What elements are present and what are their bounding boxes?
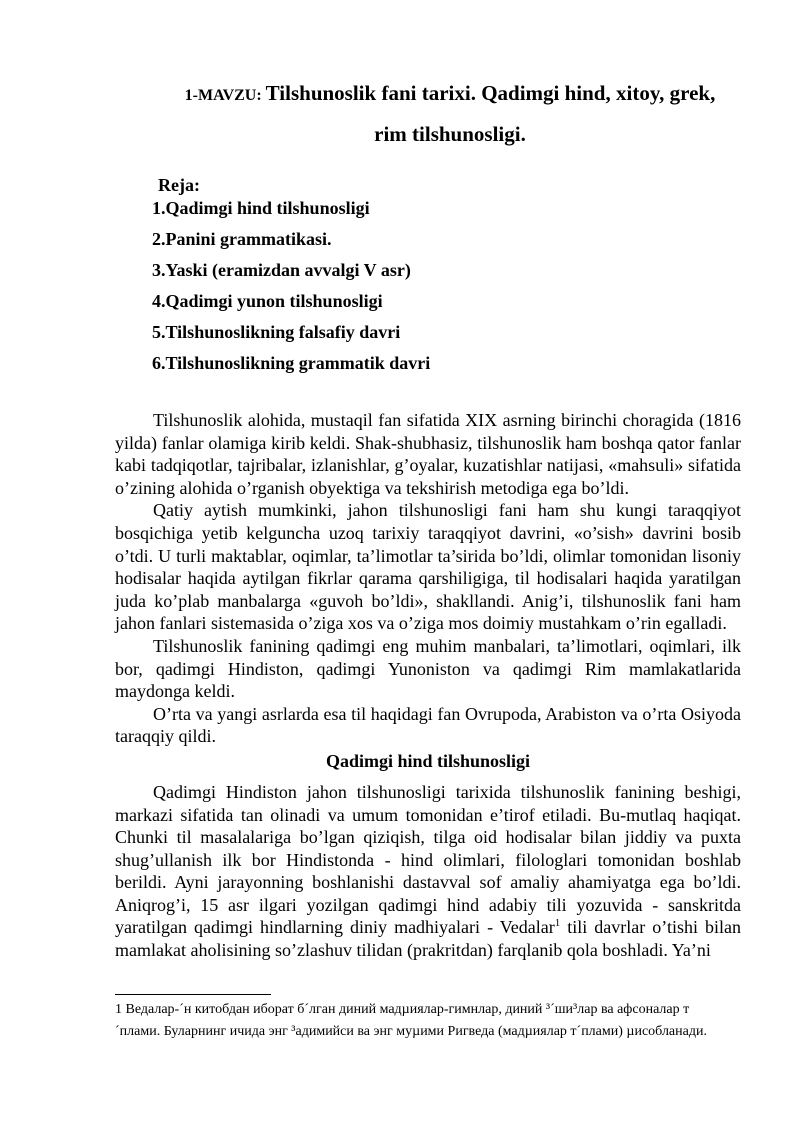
paragraph: Tilshunoslik alohida, mustaqil fan sifatida XIX asrning birinchi choragida (1816 yilda) fanlar olamiga kirib keldi. Shak-shubhasiz, tilshunoslik ham boshqa qator fanlar kabi tadqiqotlar, tajribalar, izlanishlar, g’oyalar, kuzatishlar natijasi, «mahsuli» sifatida o’zining alohida o’rganish obyektiga va tekshirish metodiga ega bo’ldi. <box>115 410 741 498</box>
document-body <box>115 409 741 962</box>
plan-item: 5.Tilshunoslikning falsafiy davri <box>152 322 401 342</box>
section-paragraph <box>115 781 741 962</box>
footnote-divider <box>115 994 271 995</box>
footnote-number: 1 <box>115 1002 122 1017</box>
topic-number: 1-MAVZU: <box>184 87 262 104</box>
title-line-2: rim tilshunosligi. <box>374 122 526 146</box>
section-heading: Qadimgi hind tilshunosligi <box>325 750 531 771</box>
title-text-1: Tilshunoslik fani tarixi. Qadimgi hind, xitoy, grek, <box>265 81 716 105</box>
title-line-1 <box>115 74 785 115</box>
plan-item: 3.Yaski (eramizdan avvalgi V asr) <box>152 260 411 280</box>
paragraph: Qatiy aytish mumkinki, jahon tilshunosligi fani ham shu kungi taraqqiyot bosqichiga yetib kelguncha uzoq tarixiy taraqqiyot davrini, «o’sish» davrini bosib o’tdi. U turli maktablar, oqimlar, ta’limotlar ta’sirida bo’ldi, olimlar tomonidan lisoniy hodisalar haqida aytilgan fikrlar qarama qarshiligiga, til hodisalari haqida yaratilgan juda ko’plab manbalarga «guvoh bo’ldi», shakllandi. Anig’i, tilshunoslik fani ham jahon fanlari sistemasida o’ziga xos va o’ziga mos doimiy mustahkam o’rin egalladi. <box>115 500 741 634</box>
paragraph: O’rta va yangi asrlarda esa til haqidagi fan Ovrupoda, Arabiston va o’rta Osiyoda taraqqiy qildi. <box>115 703 741 747</box>
plan-heading: Reja: <box>158 175 200 195</box>
footnote-reference[interactable]: 1 <box>554 917 561 930</box>
section-text-after-note: tili davrlar o’tishi bilan mamlakat aholisining so’zlashuv tilidan (prakritdan) farqlanib qola boshladi. Ya’ni <box>115 917 741 961</box>
page-title <box>115 74 785 153</box>
footnote-text: Ведалар-´н китобдан иборат б´лган диний мадµиялар-гимнлар, диний ³´ши³лар ва афсоналар т´плами. Буларнинг ичида энг ³адимийси ва энг муµими Ригведа (мадµиялар т´плами) µисобланади. <box>115 1002 707 1039</box>
footnote <box>115 999 727 1043</box>
plan-item: 1.Qadimgi hind tilshunosligi <box>152 198 370 218</box>
plan-item: 2.Panini grammatikasi. <box>152 229 332 249</box>
plan-list <box>152 198 430 384</box>
paragraph: Tilshunoslik fanining qadimgi eng muhim manbalari, ta’limotlari, oqimlari, ilk bor, qadimgi Hindiston, qadimgi Yunoniston va qadimgi Rim mamlakatlarida maydonga keldi. <box>115 635 741 702</box>
plan-section <box>152 172 430 384</box>
plan-item: 4.Qadimgi yunon tilshunosligi <box>152 291 383 311</box>
section-text-before-note: Qadimgi Hindiston jahon tilshunosligi tarixida tilshunoslik fanining beshigi, markazi sifatida tan olinadi va umum tomonidan e’tirof etiladi. Bu-mutlaq haqiqat. Chunki til masalalariga bo’lgan qiziqish, tilga oid hodisalar bilan jiddiy va puxta shug’ullanish ilk bor Hindistonda - hind olimlari, filologlari tomonidan boshlab berildi. Ayni jarayonning boshlanishi dastavval sof amaliy ahamiyatga ega bo’ldi. Aniqrog’i, 15 asr ilgari yozilgan qadimgi hind adabiy tili yozuvida - sanskritda yaratilgan qadimgi hindlarning diniy madhiyalari - Vedalar <box>115 781 741 938</box>
plan-item: 6.Tilshunoslikning grammatik davri <box>152 353 431 373</box>
